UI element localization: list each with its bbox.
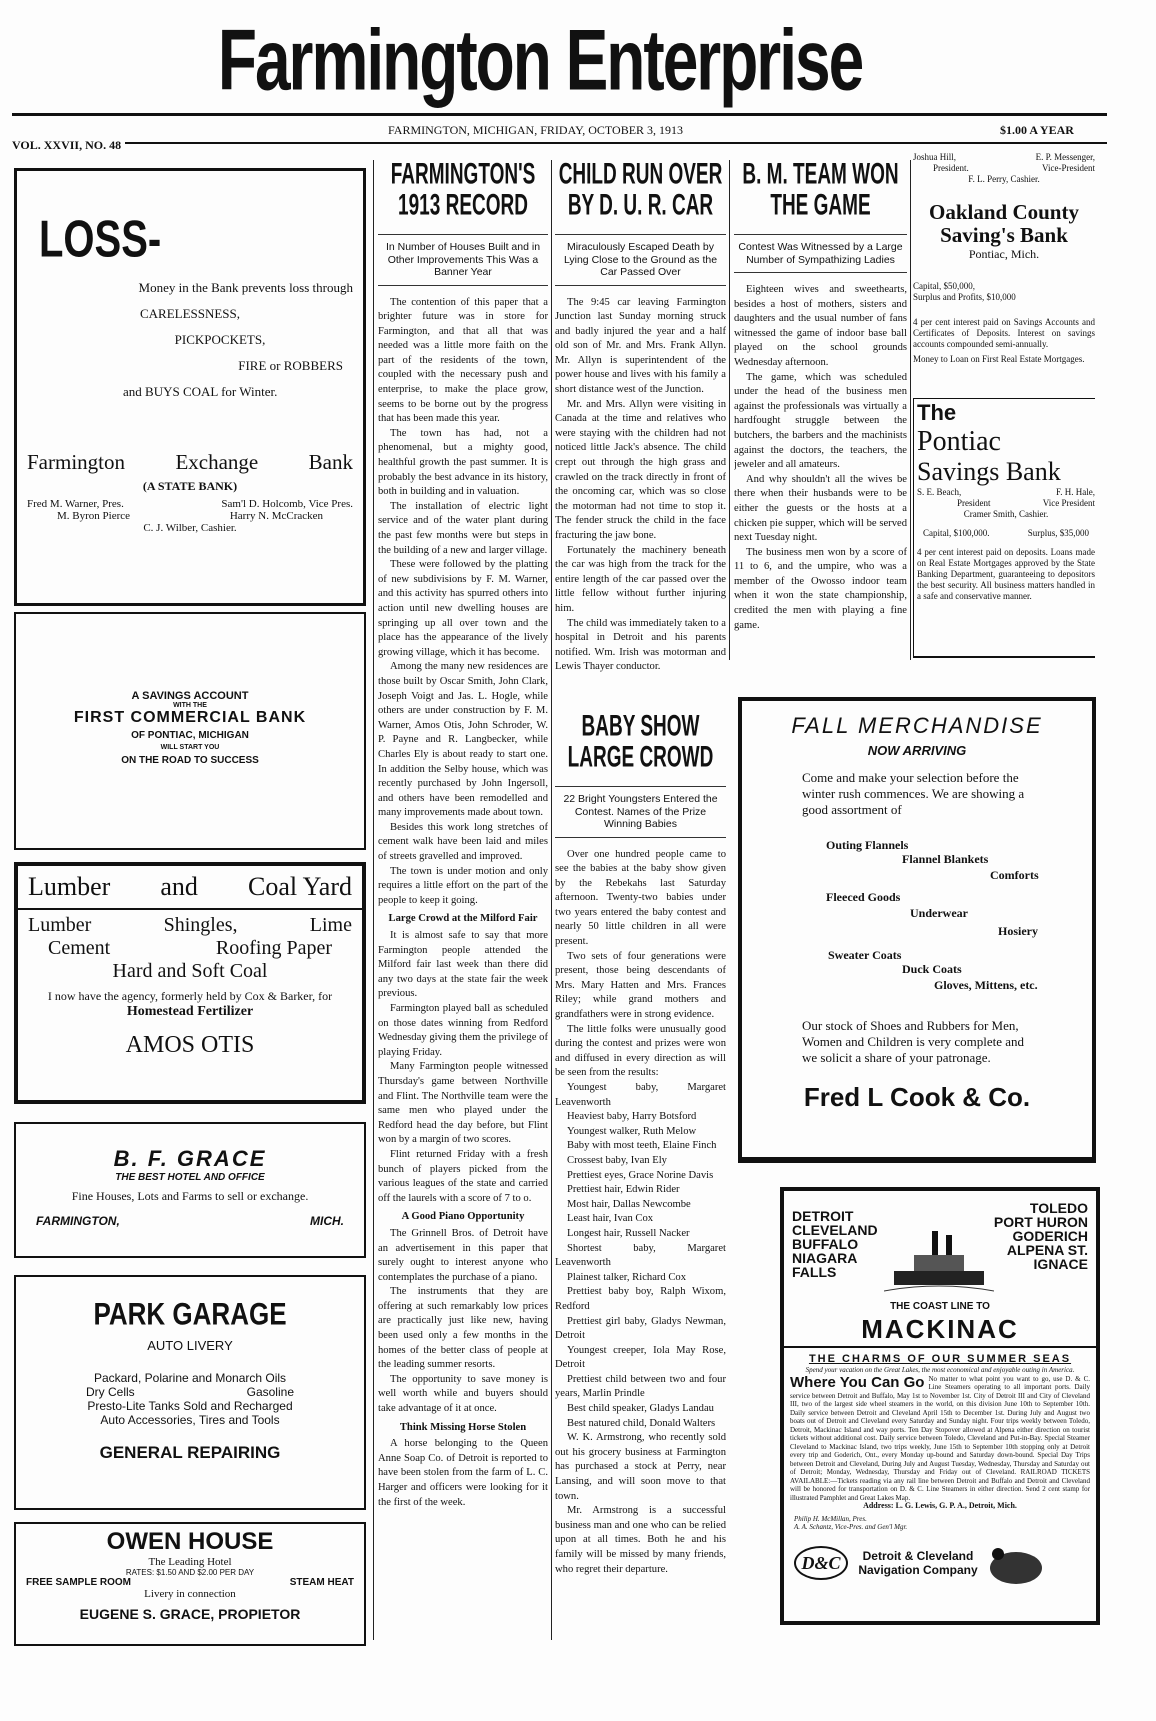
list-item: Fleeced Goods <box>826 890 901 904</box>
officers: M. Byron Pierce Harry N. McCracken <box>57 510 323 522</box>
paragraph: Mr. and Mrs. Allyn were visiting in Canada at the time and relatives who were staying with the children had not noticed little Jack's absence. The child crept out through the high grass and crawled on the track directly in front of the oncoming car, which was so close the motorman had not time to stop it. The fender struck the child in the face fracturing the jaw bone. <box>555 398 726 541</box>
paragraph: Plainest talker, Richard Cox <box>567 1271 687 1283</box>
paragraph: Crossest baby, Ivan Ely <box>567 1154 667 1166</box>
divider <box>373 160 374 1640</box>
subheadline: In Number of Houses Built and in Other Improvements This Was a Banner Year <box>378 234 548 286</box>
paragraph: Flint returned Friday with a fresh bunch of players picked from the various leagues of the state and carried off the laurels with a score of 7 to o. <box>378 1148 548 1204</box>
rule <box>12 113 1107 116</box>
paragraph: Youngest walker, Ruth Melow <box>567 1125 697 1137</box>
paragraph: The town has had, not a phenomenal, but a mighty good, healthful growth the past summer. It is probably the best advance in its history, both in building and in valuation. <box>378 427 548 498</box>
paragraph: Farmington played ball as scheduled on those dates winning from Redford Wednesday giving them the privilege of playing Friday. <box>378 1003 548 1058</box>
ad-fred-l-cook <box>738 697 1096 1163</box>
officers: Cramer Smith, Cashier. <box>963 509 1049 519</box>
officers: S. E. Beach, F. H. Hale, <box>917 487 1095 497</box>
paragraph: These were followed by the platting of new subdivisions by F. M. Warner, and this activity has spurred others into action until new dwelling houses are springing up all over town and the place has the appearance of the lively growing village, which it has become. <box>378 559 548 658</box>
ad-text: Auto Accessories, Tires and Tools <box>100 1413 280 1427</box>
ad-first-commercial-bank <box>14 612 366 850</box>
paragraph: The 9:45 car leaving Farmington Junction last Sunday morning struck and badly injured the year and a half old son of Mr. and Mrs. Frank Allyn. Mr. Allyn is superintendent of the power house and lives with his family a short distance west of the Junction. <box>555 296 726 396</box>
ad-farmington-exchange-bank <box>14 168 366 606</box>
ad-text: DETROIT CLEVELAND BUFFALO NIAGARA FALLS <box>792 1208 878 1280</box>
paragraph: It is almost safe to say that more Farmington people attended the Milford fair last week than there did any two days at the state fair the week previous. <box>378 930 548 1000</box>
paragraph: Youngest creeper, Iola May Rose, Detroit <box>555 1344 726 1371</box>
steamer-icon <box>884 1221 994 1301</box>
ad-title: THE CHARMS OF OUR SUMMER SEAS <box>808 1353 1072 1365</box>
ad-text: Philip H. McMillan, Pres. <box>794 1514 867 1523</box>
ad-text: and BUYS COAL for Winter. <box>123 384 278 399</box>
section-subhead: A Good Piano Opportunity <box>401 1211 525 1223</box>
ad-lumber-coal-yard <box>14 862 366 1104</box>
ad-text: FIRE or ROBBERS <box>238 358 343 373</box>
ad-text: Come and make your selection before the winter rush commences. We are showing a good assortment of <box>802 770 1025 817</box>
ad-title: Savings Bank <box>917 457 1061 486</box>
ad-text: Lumber Shingles, Lime <box>28 914 352 936</box>
ad-text: PICKPOCKETS, <box>174 332 266 347</box>
divider <box>910 160 911 660</box>
paragraph: Fortunately the machinery beneath the car was high from the track for the entire length of the car passed over the little fellow without further injuring him. <box>555 544 726 614</box>
price: $1.00 A YEAR <box>1000 123 1074 137</box>
paragraph: Baby with most teeth, Elaine Finch <box>567 1140 717 1152</box>
paragraph: Besides this work long stretches of cement walk have been laid and miles of streets gravelled and improved. <box>378 821 548 863</box>
ad-text: A SAVINGS ACCOUNT <box>131 690 249 702</box>
paragraph: The child was immediately taken to a hospital in Detroit and his parents notified. Wm. Irish was motorman and Lewis Thayer conductor. <box>555 617 726 673</box>
ad-text: TOLEDO PORT HURON GODERICH ALPENA ST. IGNACE <box>993 1200 1088 1272</box>
ad-text: Money in the Bank prevents loss through <box>138 280 353 295</box>
paragraph: Prettiest baby boy, Ralph Wixom, Redford <box>555 1286 726 1312</box>
ad-text: CARELESSNESS, <box>139 306 241 321</box>
ad-text: Where You Can Go <box>790 1373 925 1391</box>
paragraph: Shortest baby, Margaret Leavenworth <box>555 1242 726 1269</box>
ad-text: Cement Roofing Paper <box>48 937 332 959</box>
ad-text: AMOS OTIS <box>125 1032 255 1058</box>
ad-text: FREE SAMPLE ROOM STEAM HEAT <box>26 1577 354 1588</box>
section-subhead: Think Missing Horse Stolen <box>399 1421 527 1433</box>
officers: F. L. Perry, Cashier. <box>968 174 1040 184</box>
ad-text: I now have the agency, formerly held by Cox & Barker, for <box>47 989 333 1003</box>
list-item: Gloves, Mittens, etc. <box>934 978 1038 992</box>
ad-text: NOW ARRIVING <box>867 743 967 758</box>
ad-detroit-cleveland-navigation <box>780 1187 1100 1625</box>
paragraph: Best child speaker, Gladys Landau <box>567 1403 714 1415</box>
paragraph: Best natured child, Donald Walters <box>567 1417 716 1429</box>
ad-text: OF PONTIAC, MICHIGAN <box>131 730 249 741</box>
dc-logo: D&C <box>794 1546 848 1580</box>
paragraph: W. K. Armstrong, who recently sold out his grocery business at Farmington has purchased a stock at Perry, near Lansing, and will soon move to that town. <box>555 1432 726 1502</box>
list-item: Underwear <box>910 906 968 920</box>
paragraph: Prettiest hair, Edwin Rider <box>567 1184 680 1196</box>
ad-text: THE BEST HOTEL AND OFFICE <box>115 1172 265 1183</box>
list-item: Flannel Blankets <box>902 852 989 866</box>
ad-text: The Leading Hotel <box>148 1556 232 1568</box>
ad-oakland-county-bank <box>913 152 1095 365</box>
volume-number: VOL. XXVII, NO. 48 <box>12 138 125 153</box>
paragraph: Many Farmington people witnessed Thursday's game between Northville and Flint. The Northville team were the same men who played under the Redford head the day before, but Flint won by a margin of two scores. <box>378 1061 548 1146</box>
paragraph: And why shouldn't all the wives be there when their husbands were to be either the guests or the hosts at a chicken pie supper, which will be served next Tuesday night. <box>734 473 907 544</box>
ad-text: ON THE ROAD TO SUCCESS <box>121 755 259 766</box>
ad-text: WITH THE <box>173 702 207 709</box>
ad-title: Lumber and Coal Yard <box>18 872 362 910</box>
section-subhead: Large Crowd at the Milford Fair <box>388 913 538 925</box>
ad-title: PARK GARAGE <box>93 1295 287 1332</box>
ad-text: A. A. Schantz, Vice-Pres. and Gen'l Mgr. <box>794 1523 908 1531</box>
article-body <box>555 296 726 675</box>
paragraph: The Grinnell Bros. of Detroit have an advertisement in this paper that surely ought to interest anyone who contemplates the purchase of a piano. <box>378 1227 548 1283</box>
paragraph: The instruments that they are offering at such remarkably low prices are practically just like new, having been used only a few months in the homes of the better class of people at the leading summer resorts. <box>378 1286 548 1371</box>
ad-text: Dry Cells Gasoline <box>86 1385 294 1399</box>
paragraph: The town is under motion and only requires a little effort on the part of the people to keep it going. <box>378 865 548 906</box>
paragraph: Least hair, Ivan Cox <box>567 1213 654 1225</box>
paragraph: A horse belonging to the Queen Anne Soap Co. of Detroit is reported to have been stolen from the farm of L. C. Harger and officers were looking for it the first of the week. <box>378 1438 548 1508</box>
bank-name: Farmington Exchange Bank <box>27 450 353 474</box>
merchandise-list <box>742 838 1092 1008</box>
frog-icon <box>978 1538 1048 1588</box>
ad-text: Homestead Fertilizer <box>126 1004 254 1019</box>
list-item: Hosiery <box>998 924 1038 938</box>
list-item: Outing Flannels <box>826 838 909 852</box>
ad-text: No matter to what point you want to go, use D. & C. Line Steamers operating to all important ports. Daily service between Detroit and Buffalo, May 1st to November 1st. City of Detroit III and City of Cleveland III, two of the largest side wheel steamers in the world, on this division June 10th to September 10th. Daily service between Detroit and Cleveland April 15th to December 1st. During July and August two boats out of Detroit and Cleveland every Saturday and Sunday night. Four trips weekly between Toledo, Detroit, Mackinac Island and way ports. Ten Day Stopover allowed at Alpena either direction on tourist tickets without additional cost. Daily service between Toledo, Cleveland and Put-in-Bay. Special Steamer Cleveland to Mackinac Island, two trips weekly, June 15th to September 10th stopping only at Detroit every trip and Goderich, Ont., every Monday up-bound and Saturday down-bound. Special Day Trips between Detroit and Cleveland, During July and August Tuesday, Wednesday, Thursday and Saturday out of Detroit; Monday, Wednesday, Thursday and Friday out of Cleveland. RAILROAD TICKETS AVAILABLE:—Tickets reading via any rail line between Detroit and Buffalo and Detroit and Cleveland will be honored for transportation on D. & C. Line Steamers in either direction. Send 2 cent stamp for illustrated Pamphlet and Great Lakes Map. <box>790 1374 1090 1502</box>
ad-text: AUTO LIVERY <box>147 1338 233 1353</box>
officers: President. Vice-President <box>933 163 1095 173</box>
ad-park-garage <box>14 1275 366 1510</box>
ad-title: The <box>917 400 957 425</box>
dateline: FARMINGTON, MICHIGAN, FRIDAY, OCTOBER 3, 1913 <box>388 123 684 137</box>
headline: B. M. TEAM WON THE GAME <box>742 160 899 222</box>
ad-text: GENERAL REPAIRING <box>99 1443 281 1462</box>
list-item: Sweater Coats <box>828 948 902 962</box>
ad-owen-house <box>14 1522 366 1646</box>
ad-text: Money to Loan on First Real Estate Mortgages. <box>913 354 1085 364</box>
ad-text: Packard, Polarine and Monarch Oils <box>93 1371 287 1385</box>
ad-pontiac-savings-bank <box>913 398 1095 658</box>
ad-text: 4 per cent interest paid on Savings Accounts and Certificates of Deposits. Interest on savings accounts compounded semi-annually. <box>913 317 1095 349</box>
officers: President Vice President <box>957 498 1095 508</box>
ad-title: Oakland County Saving's Bank <box>929 200 1079 247</box>
officers: Joshua Hill, E. P. Messenger, <box>913 152 1095 162</box>
ad-text: Spend your vacation on the Great Lakes, the most economical and enjoyable outing in America. <box>805 1366 1075 1374</box>
paragraph: The opportunity to save money is well worth while and buyers should take advantage of it at once. <box>378 1373 548 1415</box>
officers: Fred M. Warner, Pres. Sam'l D. Holcomb, Vice Pres. <box>27 498 353 510</box>
ad-text: EUGENE S. GRACE, PROPIETOR <box>79 1606 301 1622</box>
ad-text: 4 per cent interest paid on deposits. Loans made on Real Estate Mortgages approved by the State Banking Department, guaranteeing to depositors the best security. All business matters handled in a safe and conservative manner. <box>917 547 1095 601</box>
ad-text: FARMINGTON, MICH. <box>36 1214 344 1228</box>
article-body <box>555 848 726 1578</box>
ad-text: WILL START YOU <box>160 744 220 751</box>
ad-text: Capital, $50,000, <box>913 281 975 291</box>
paragraph: Mr. Armstrong is a successful business man and one who can be relied upon at all times. Both he and his family will be missed by many friends, who regret their departure. <box>555 1505 726 1575</box>
list-item: Duck Coats <box>902 962 962 976</box>
paragraph: Prettiest girl baby, Gladys Newman, Detroit <box>555 1315 726 1342</box>
masthead-title: Farmington Enterprise <box>217 11 863 109</box>
article-body <box>378 296 548 1511</box>
headline: BABY SHOW LARGE CROWD <box>567 712 714 774</box>
ad-text: MACKINAC <box>861 1314 1019 1344</box>
ad-title: LOSS- <box>39 211 162 269</box>
ad-text: Capital, $100,000. Surplus, $35,000 <box>923 528 1089 538</box>
ad-title: FALL MERCHANDISE <box>791 713 1043 738</box>
paragraph: Over one hundred people came to see the babies at the baby show given by the Rebekahs last Saturday afternoon. Twenty-two babies under two years entered the baby contest and nearly 50 little children in all were present. <box>555 848 726 948</box>
ad-text: (A STATE BANK) <box>142 479 238 493</box>
officers: C. J. Wilber, Cashier. <box>143 522 237 534</box>
paragraph: Youngest baby, Margaret Leavenworth <box>555 1082 726 1108</box>
ad-text: RATES: $1.50 AND $2.00 PER DAY <box>125 1568 255 1577</box>
ad-text: Fine Houses, Lots and Farms to sell or exchange. <box>71 1189 309 1203</box>
paragraph: Eighteen wives and sweethearts, besides a host of mothers, sisters and daughters and the usual number of fans witnessed the game of indoor base ball played on the school grounds Wednesday afternoon. <box>734 284 907 368</box>
subheadline: Miraculously Escaped Death by Lying Close to the Ground as the Car Passed Over <box>555 234 726 286</box>
paragraph: Among the many new residences are those built by Oscar Smith, John Clark, Joseph Voigt and Jas. L. Hogle, while others are under construction by F. M. Warner, Amos Otis, John Schroder, W. P. Payne and R. Langbecker, while Charles Ely is about ready to start one. In addition the Selby house, which was recently purchased by John Ingersoll, and others have been remodelled and many improvements made about town. <box>378 661 548 819</box>
ad-text: THE COAST LINE TO <box>890 1301 990 1312</box>
subheadline: 22 Bright Youngsters Entered the Contest. Names of the Prize Winning Babies <box>555 786 726 838</box>
ad-text: Detroit & Cleveland Navigation Company <box>858 1548 978 1577</box>
paragraph: Two sets of four generations were present, those being descendants of Mrs. Mary Hatten and Mrs. Frances Riley; while grand mothers and grandfathers were in strong evidence. <box>555 950 726 1021</box>
paragraph: The installation of electric light service and of the water plant during the past few months were but steps in the building of a new and larger village. <box>378 500 548 556</box>
ad-bf-grace <box>14 1122 366 1258</box>
article-body <box>734 283 907 633</box>
paragraph: The game, which was scheduled under the head of the business men against the professionals was virtually a hardfought struggle between the butchers, the barbers and the machinists against the doctors, the teachers, the jeweler and all amateurs. <box>734 371 907 471</box>
paragraph: Heaviest baby, Harry Botsford <box>567 1111 697 1123</box>
ad-text: Pontiac, Mich. <box>968 247 1040 261</box>
rule <box>12 142 1107 144</box>
ad-text: Our stock of Shoes and Rubbers for Men, Women and Children is very complete and we solicit a share of your patronage. <box>802 1018 1025 1065</box>
subheadline: Contest Was Witnessed by a Large Number of Sympathizing Ladies <box>734 234 907 273</box>
article-baby-show <box>555 712 726 1642</box>
ad-text: Livery in connection <box>144 1588 236 1600</box>
ad-text: Surplus and Profits, $10,000 <box>913 292 1016 302</box>
ad-text: Hard and Soft Coal <box>112 960 268 982</box>
ad-title: B. F. GRACE <box>113 1146 267 1171</box>
ad-text: Fred L Cook & Co. <box>803 1082 1031 1112</box>
ad-title: Pontiac <box>917 426 1001 457</box>
paragraph: The little folks were unusually good during the contest and prizes were won and diffused in every direction as will be seen from the results: <box>555 1023 726 1079</box>
article-team <box>734 160 907 660</box>
ad-text: Address: L. G. Lewis, G. P. A., Detroit, Mich. <box>863 1501 1017 1510</box>
ad-text: FIRST COMMERCIAL BANK <box>73 709 307 726</box>
headline: FARMINGTON'S 1913 RECORD <box>390 160 536 222</box>
paragraph: The contention of this paper that a brighter future was in store for Farmington, and that all that was needed was a little more faith on the part of the residents of the town, coupled with the necessary push and enterprise, to make the place grow, seems to be borne out by the progress that has been made this year. <box>378 296 548 425</box>
ad-text: Presto-Lite Tanks Sold and Recharged <box>87 1399 293 1413</box>
paragraph: Longest hair, Russell Nacker <box>567 1227 690 1239</box>
paragraph: Most hair, Dallas Newcombe <box>567 1198 691 1210</box>
ad-title: OWEN HOUSE <box>106 1528 274 1555</box>
list-item: Comforts <box>990 868 1039 882</box>
headline: CHILD RUN OVER BY D. U. R. CAR <box>558 160 723 222</box>
divider <box>551 160 552 1640</box>
paragraph: The business men won by a score of 11 to 6, and the umpire, who was a member of the Owosso indoor team when it won the state championship, credited the men with playing a fine game. <box>734 546 907 631</box>
paragraph: Prettiest child between two and four years, Marlin Prindle <box>555 1373 726 1400</box>
paragraph: Prettiest eyes, Grace Norine Davis <box>567 1169 714 1181</box>
steamer-illustration <box>784 1191 1096 1348</box>
article-record <box>378 160 548 1640</box>
article-child <box>555 160 726 705</box>
divider <box>729 160 730 660</box>
